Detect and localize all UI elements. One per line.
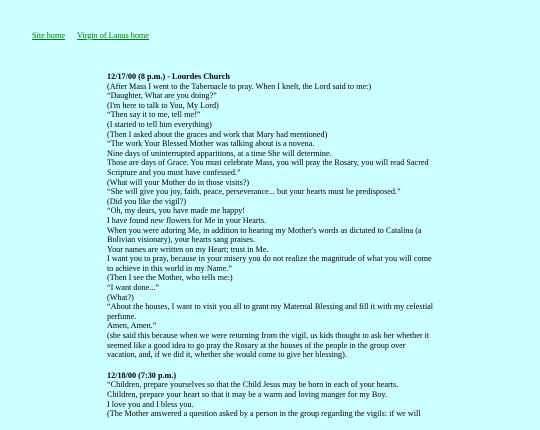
- message-line: (Then I asked about the graces and work that Mary had mentioned): [107, 129, 328, 139]
- message-entry: [107, 72, 437, 360]
- site-home-link[interactable]: Site home: [32, 31, 65, 40]
- message-line: “Daughter, What are you doing?”: [107, 91, 217, 101]
- message-line: “I want done...”: [107, 283, 160, 293]
- message-line: (Then I see the Mother, who tells me:): [107, 273, 233, 283]
- message-line: (Did you like the vigil?): [107, 196, 187, 206]
- message-line: (What will your Mother do in those visits?): [107, 177, 250, 187]
- message-line: I want you to pray, because in your misery you do not realize the magnitude of what you will come to achieve in this world in my Name.”: [107, 254, 432, 273]
- entry-heading: 12/17/00 (8 p.m.) - Lourdes Church: [107, 72, 230, 81]
- message-line: (What?): [107, 292, 134, 302]
- message-line: (I started to tell him everything): [107, 119, 212, 129]
- message-line: Nine days of uninterrupted apparitions, at a time She will determine.: [107, 148, 332, 158]
- virgin-of-lanus-home-link[interactable]: Virgin of Lanus home: [77, 31, 149, 40]
- entry-heading: 12/18/00 (7:30 p.m.): [107, 370, 177, 380]
- message-line: (After Mass I went to the Tabernacle to pray. When I knelt, the Lord said to me:): [107, 81, 372, 91]
- message-line: Those are days of Grace. You must celebrate Mass, you will pray the Rosary, you will read Sacred Scripture and you must have confessed.”: [107, 158, 429, 177]
- message-line: I love you and I bless you.: [107, 399, 194, 409]
- message-line: (she said this because when we were returning from the vigil, us kids thought to ask her whether it seemed like a good idea to go pray the Rosary at the houses of the people in the group over vacation, and, if we did it, whether she would come to give her blessing).: [107, 331, 430, 360]
- message-line: “Oh, my dears, you have made me happy!: [107, 206, 246, 216]
- message-line: “The work Your Blessed Mother was talking about is a novena.: [107, 139, 315, 149]
- message-entry: [107, 371, 437, 419]
- message-line: “Children, prepare yourselves so that the Child Jesus may be born in each of your hearts.: [107, 380, 399, 390]
- message-line: “About the houses, I want to visit you all to grant my Maternal Blessing and fill it with my celestial perfume.: [107, 302, 434, 321]
- message-line: Amen, Amen.”: [107, 321, 157, 331]
- message-line: (I'm here to talk to You, My Lord): [107, 100, 219, 110]
- top-navigation: [32, 31, 149, 41]
- message-line: Children, prepare your heart so that it may be a warm and loving manger for my Boy.: [107, 390, 388, 399]
- message-line: Your names are written on my Heart; trust in Me.: [107, 244, 269, 254]
- message-line: I have found new flowers for Me in your Hearts.: [107, 215, 267, 225]
- message-line: “Then say it to me, tell me!”: [107, 110, 201, 120]
- message-line: (The Mother answered a question asked by a person in the group regarding the vigils: if we will: [107, 409, 421, 419]
- message-line: When you were adoring Me, in addition to hearing my Mother's words as dictated to Catalina (a Bolivian visionary), your hearts sang praises.: [107, 225, 422, 245]
- message-content: [107, 72, 437, 430]
- message-line: “She will give you joy, faith, peace, perseverance... but your hearts must be predisposed.”: [107, 187, 401, 197]
